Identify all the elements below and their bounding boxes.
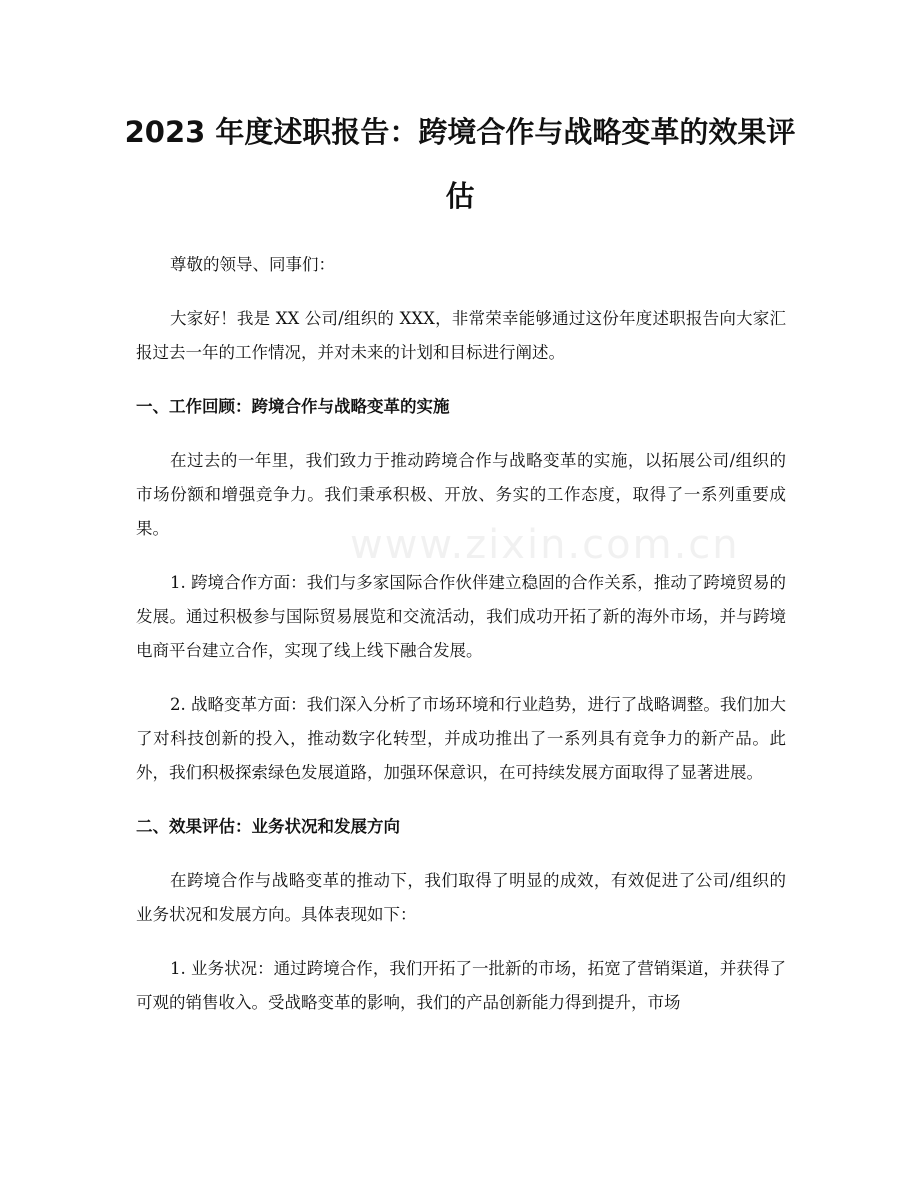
section-1-item-1: 1. 跨境合作方面：我们与多家国际合作伙伴建立稳固的合作关系，推动了跨境贸易的发展。通过积极参与国际贸易展览和交流活动，我们成功开拓了新的海外市场，并与跨境电商平台建立合作，实现了线上线下融合发展。: [136, 573, 786, 660]
document-title: 2023 年度述职报告：跨境合作与战略变革的效果评估: [124, 115, 796, 213]
section-heading-2: 二、效果评估：业务状况和发展方向: [136, 817, 400, 836]
intro-paragraph: 大家好！我是 XX 公司/组织的 XXX，非常荣幸能够通过这份年度述职报告向大家汇报过去一年的工作情况，并对未来的计划和目标进行阐述。: [136, 309, 786, 362]
section-1-item-2: 2. 战略变革方面：我们深入分析了市场环境和行业趋势，进行了战略调整。我们加大了对科技创新的投入，推动数字化转型，并成功推出了一系列具有竞争力的新产品。此外，我们积极探索绿色发展道路，加强环保意识，在可持续发展方面取得了显著进展。: [136, 695, 786, 782]
section-2-item-1: 1. 业务状况：通过跨境合作，我们开拓了一批新的市场，拓宽了营销渠道，并获得了可观的销售收入。受战略变革的影响，我们的产品创新能力得到提升，市场: [136, 959, 786, 1012]
section-heading-1: 一、工作回顾：跨境合作与战略变革的实施: [136, 397, 450, 416]
salutation: 尊敬的领导、同事们：: [170, 255, 335, 274]
watermark: www.zixin.com.cn: [350, 522, 740, 568]
section-1-paragraph: 在过去的一年里，我们致力于推动跨境合作与战略变革的实施，以拓展公司/组织的市场份额和增强竞争力。我们秉承积极、开放、务实的工作态度，取得了一系列重要成果。: [136, 451, 786, 538]
document-body: [136, 248, 786, 1040]
section-2-paragraph: 在跨境合作与战略变革的推动下，我们取得了明显的成效，有效促进了公司/组织的业务状况和发展方向。具体表现如下：: [136, 871, 786, 924]
